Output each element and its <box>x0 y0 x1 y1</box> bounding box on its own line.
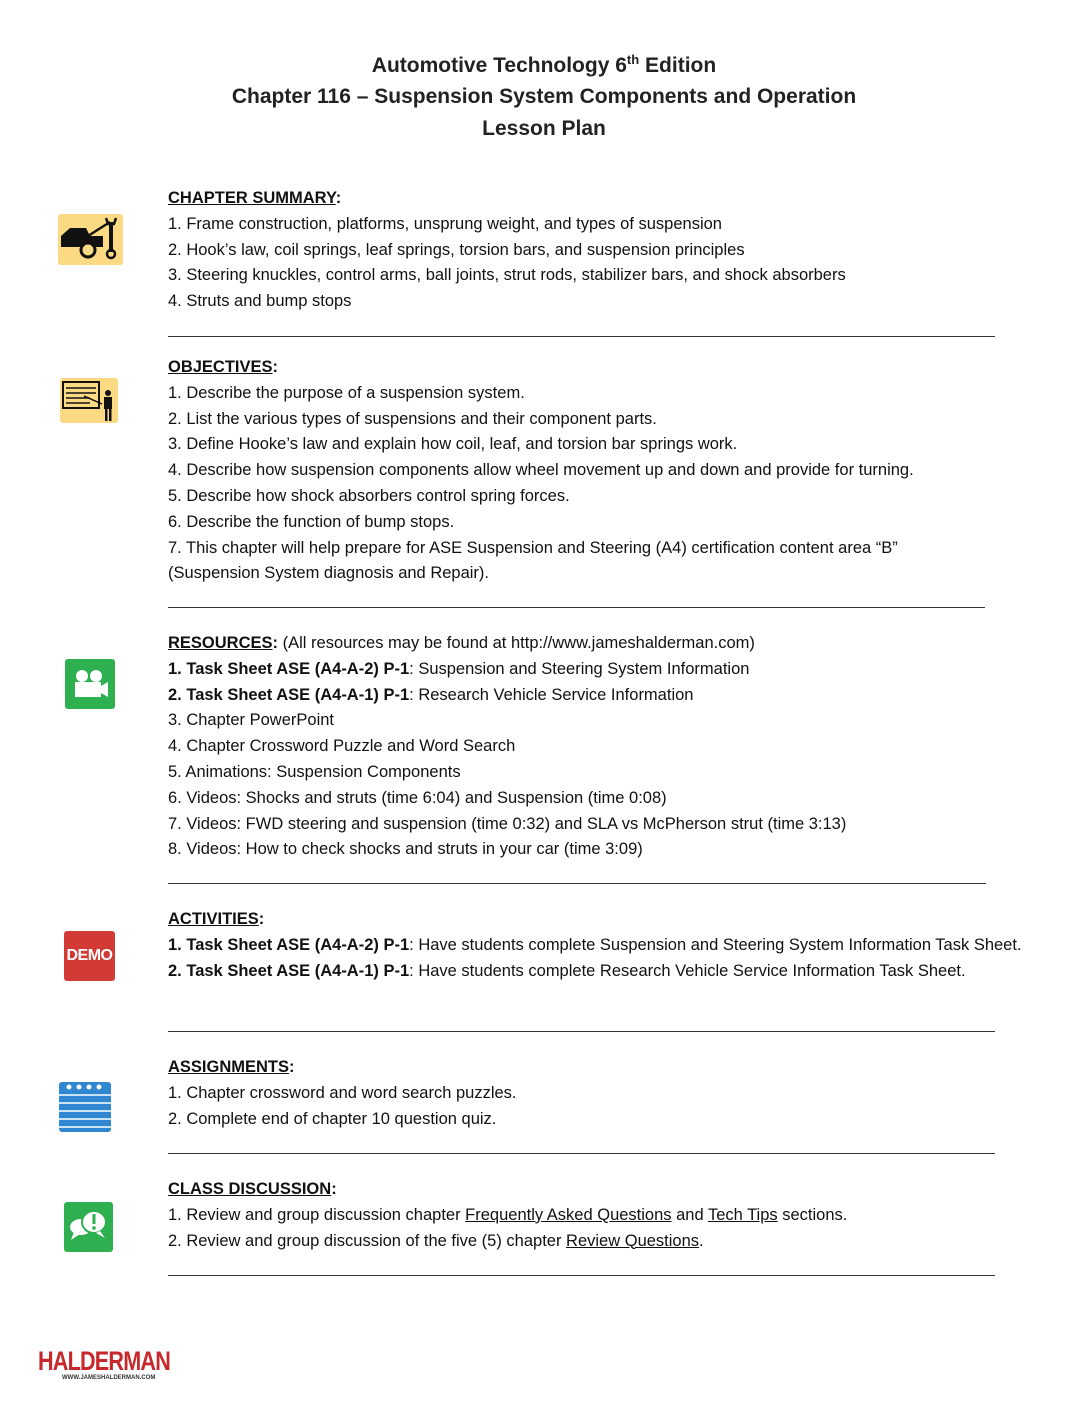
divider <box>168 1031 995 1032</box>
faq-link[interactable]: Frequently Asked Questions <box>465 1205 672 1224</box>
activities-heading: ACTIVITIES <box>168 910 259 928</box>
divider <box>168 883 986 884</box>
activity-text: : Have students complete Research Vehicle Service Information Task Sheet. <box>409 961 966 980</box>
title-text-end: Edition <box>639 54 717 77</box>
resources-note: (All resources may be found at http://www.jameshalderman.com) <box>278 634 755 652</box>
resource-text: : Research Vehicle Service Information <box>409 685 694 704</box>
resource-item: 8. Videos: How to check shocks and struts in your car (time 3:09) <box>168 840 643 859</box>
discussion-item <box>168 1229 1038 1255</box>
demo-icon: DEMO <box>64 931 115 981</box>
assignment-item: 1. Chapter crossword and word search puzzles. <box>168 1083 517 1102</box>
resource-item: 6. Videos: Shocks and struts (time 6:04) and Suspension (time 0:08) <box>168 788 667 807</box>
assignments-section <box>168 1055 1038 1132</box>
video-camera-icon <box>65 659 115 709</box>
halderman-logo <box>38 1347 203 1381</box>
title-superscript: th <box>626 52 640 67</box>
title-line-1 <box>0 52 1088 78</box>
discussion-heading: CLASS DISCUSSION <box>168 1180 332 1198</box>
discussion-text: . <box>699 1231 704 1250</box>
resource-bold: 1. Task Sheet ASE (A4-A-2) P-1 <box>168 659 410 678</box>
title-line-3: Lesson Plan <box>482 117 606 140</box>
discussion-text: 1. Review and group discussion chapter <box>168 1205 466 1224</box>
objectives-section <box>168 355 998 587</box>
discussion-text: and <box>671 1205 708 1224</box>
resource-text: : Suspension and Steering System Information <box>409 659 750 678</box>
activities-section <box>168 907 1028 984</box>
discussion-item <box>168 1203 1038 1229</box>
divider <box>168 607 985 608</box>
section-heading: ACTIVITIES: <box>168 910 265 928</box>
summary-item: 1. Frame construction, platforms, unsprung weight, and types of suspension <box>168 214 722 233</box>
class-discussion-section <box>168 1177 1038 1254</box>
summary-item: 3. Steering knuckles, control arms, ball joints, strut rods, stabilizer bars, and shock absorbers <box>168 266 846 285</box>
section-heading: CHAPTER SUMMARY: <box>168 189 342 207</box>
discussion-text: 2. Review and group discussion of the five (5) chapter <box>168 1231 567 1250</box>
discussion-text: sections. <box>777 1205 848 1224</box>
section-heading: RESOURCES: <box>168 634 279 652</box>
objectives-heading: OBJECTIVES <box>168 358 273 376</box>
summary-item: 2. Hook’s law, coil springs, leaf springs, torsion bars, and suspension principles <box>168 240 745 259</box>
logo-name: HALDERMAN <box>38 1346 170 1376</box>
tech-tips-link[interactable]: Tech Tips <box>707 1205 778 1224</box>
car-repair-icon <box>58 214 123 265</box>
resource-item <box>168 657 1038 683</box>
discussion-icon <box>64 1202 113 1252</box>
divider <box>168 1153 995 1154</box>
title-line-2: Chapter 116 – Suspension System Components and Operation <box>231 85 857 108</box>
resources-heading: RESOURCES <box>168 634 273 652</box>
objective-item: 4. Describe how suspension components allow wheel movement up and down and provide for turning. <box>168 461 914 480</box>
review-questions-link[interactable]: Review Questions <box>566 1231 700 1250</box>
summary-heading: CHAPTER SUMMARY <box>168 189 336 207</box>
resources-section <box>168 631 1038 863</box>
resource-item: 4. Chapter Crossword Puzzle and Word Search <box>168 737 516 756</box>
objective-item: 7. This chapter will help prepare for ASE Suspension and Steering (A4) certification content area “B” (Suspension System diagnosis and Repair). <box>168 538 898 583</box>
resource-item: 3. Chapter PowerPoint <box>168 711 335 730</box>
resource-item: 5. Animations: Suspension Components <box>168 762 461 781</box>
notepad-icon <box>59 1082 111 1132</box>
resource-item <box>168 683 1038 709</box>
summary-item: 4. Struts and bump stops <box>168 292 352 311</box>
activity-bold: 2. Task Sheet ASE (A4-A-1) P-1 <box>168 961 410 980</box>
resource-item: 7. Videos: FWD steering and suspension (time 0:32) and SLA vs McPherson strut (time 3:13) <box>168 814 847 833</box>
activity-item <box>168 959 1028 985</box>
resource-bold: 2. Task Sheet ASE (A4-A-1) P-1 <box>168 685 410 704</box>
section-heading: ASSIGNMENTS: <box>168 1058 295 1076</box>
presentation-icon <box>60 378 118 423</box>
activity-item <box>168 933 1028 959</box>
objective-item: 6. Describe the function of bump stops. <box>168 512 455 531</box>
assignments-heading: ASSIGNMENTS <box>168 1058 290 1076</box>
assignment-item: 2. Complete end of chapter 10 question quiz. <box>168 1109 497 1128</box>
section-heading: CLASS DISCUSSION: <box>168 1180 337 1198</box>
objective-item: 3. Define Hooke’s law and explain how coil, leaf, and torsion bar springs work. <box>168 435 738 454</box>
activity-text: : Have students complete Suspension and Steering System Information Task Sheet. <box>409 935 1022 954</box>
title-text: Automotive Technology 6 <box>371 54 627 77</box>
objective-item: 2. List the various types of suspensions and their component parts. <box>168 409 657 428</box>
resources-heading-line <box>168 631 1038 657</box>
divider <box>168 1275 995 1276</box>
section-heading: OBJECTIVES: <box>168 358 279 376</box>
activity-bold: 1. Task Sheet ASE (A4-A-2) P-1 <box>168 935 410 954</box>
objective-item: 1. Describe the purpose of a suspension system. <box>168 383 525 402</box>
logo-url: WWW.JAMESHALDERMAN.COM <box>62 1375 156 1381</box>
objective-item: 5. Describe how shock absorbers control spring forces. <box>168 486 570 505</box>
divider <box>168 336 995 337</box>
chapter-summary-section <box>168 186 1038 315</box>
